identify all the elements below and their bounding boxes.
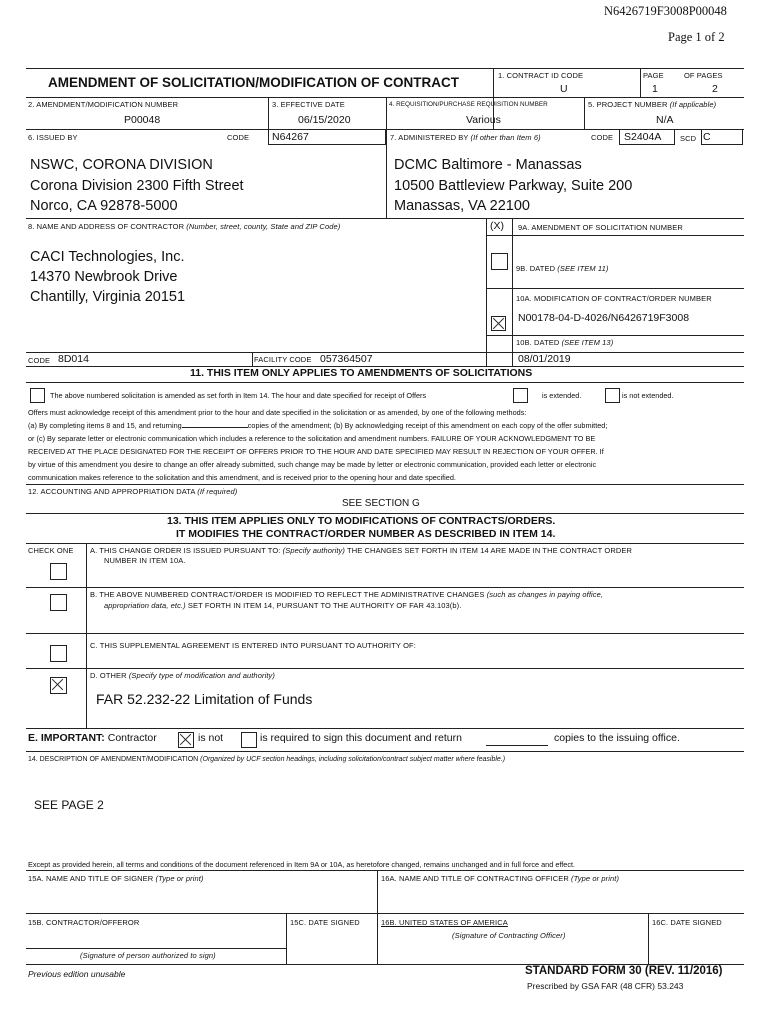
offers-line-6: communication makes reference to the solicitation and this amendment, and is received prior to the opening hour and date specified. (28, 473, 456, 482)
option-c-label: C. THIS SUPPLEMENTAL AGREEMENT IS ENTERED INTO PURSUANT TO AUTHORITY OF: (90, 641, 416, 650)
issued-by-line-3: Norco, CA 92878-5000 (30, 198, 178, 214)
option-b-line-2: appropriation data, etc.) SET FORTH IN ITEM 14, PURSUANT TO THE AUTHORITY OF FAR 43.103(b). (104, 601, 462, 610)
admin-code-label: CODE (591, 133, 614, 142)
facility-code-label: FACILITY CODE (254, 355, 312, 364)
of-pages-value: 2 (712, 83, 718, 95)
check-one-label: CHECK ONE (28, 546, 74, 555)
item-16a-label: 16A. NAME AND TITLE OF CONTRACTING OFFICER (Type or print) (381, 874, 620, 883)
item-16b-label: 16B. UNITED STATES OF AMERICA (381, 918, 508, 927)
item-10a-label: 10A. MODIFICATION OF CONTRACT/ORDER NUMBER (516, 294, 712, 303)
contractor-code-value: 8D014 (58, 353, 89, 365)
item-9-checkbox[interactable] (491, 253, 508, 270)
item-9b-label: 9B. DATED (SEE ITEM 11) (516, 264, 609, 273)
contractor-code-label: CODE (28, 356, 51, 365)
effective-date-label: 3. EFFECTIVE DATE (272, 100, 345, 109)
option-a-line-2: NUMBER IN ITEM 10A. (104, 556, 186, 565)
important-required-checkbox[interactable] (241, 732, 257, 748)
contractor-line-1: CACI Technologies, Inc. (30, 249, 185, 265)
item-10-checkbox[interactable] (491, 316, 506, 331)
item-12-value: SEE SECTION G (342, 498, 420, 509)
option-d-label: D. OTHER (Specify type of modification and authority) (90, 671, 275, 680)
is-not-extended-label: is not extended. (622, 391, 674, 400)
issued-code-value: N64267 (272, 131, 309, 143)
x-mark-label: (X) (490, 220, 504, 232)
item-15b-label: 15B. CONTRACTOR/OFFEROR (28, 918, 140, 927)
item-14-label: 14. DESCRIPTION OF AMENDMENT/MODIFICATION (Organized by UCF section headings, including solicitation/contract subject matter where feasible.) (28, 756, 506, 763)
contract-id-value: U (560, 83, 568, 95)
issued-by-line-1: NSWC, CORONA DIVISION (30, 157, 213, 173)
offers-line-2: (a) By completing items 8 and 15, and returning copies of the amendment; (b) By acknowledging receipt of this amendment on each copy of the offer submitted; (28, 421, 608, 430)
item-11-text: The above numbered solicitation is amended as set forth in Item 14. The hour and date specified for receipt of Offers (50, 391, 427, 400)
requisition-value: Various (466, 114, 501, 126)
is-extended-label: is extended. (542, 391, 582, 400)
amendment-number-label: 2. AMENDMENT/MODIFICATION NUMBER (28, 100, 179, 109)
admin-line-3: Manassas, VA 22100 (394, 198, 530, 214)
item-13-title-1: 13. THIS ITEM APPLIES ONLY TO MODIFICATIONS OF CONTRACTS/ORDERS. (167, 515, 556, 527)
project-number-label: 5. PROJECT NUMBER (If applicable) (588, 100, 717, 109)
issued-code-label: CODE (227, 133, 250, 142)
item-13-title-2: IT MODIFIES THE CONTRACT/ORDER NUMBER AS DESCRIBED IN ITEM 14. (176, 528, 556, 540)
item-16c-label: 16C. DATE SIGNED (652, 918, 722, 927)
option-c-checkbox[interactable] (50, 645, 67, 662)
item-10b-value: 08/01/2019 (518, 353, 571, 365)
signature-15-note: (Signature of person authorized to sign) (80, 951, 216, 960)
facility-code-value: 057364507 (320, 353, 373, 365)
signature-16-note: (Signature of Contracting Officer) (452, 931, 566, 940)
effective-date-value: 06/15/2020 (298, 114, 351, 126)
item-11-title: 11. THIS ITEM ONLY APPLIES TO AMENDMENTS OF SOLICITATIONS (190, 367, 533, 379)
admin-line-2: 10500 Battleview Parkway, Suite 200 (394, 178, 633, 194)
issued-by-label: 6. ISSUED BY (28, 133, 78, 142)
page-value: 1 (652, 83, 658, 95)
offers-line-4: RECEIVED AT THE PLACE DESIGNATED FOR THE RECEIPT OF OFFERS PRIOR TO THE HOUR AND DATE SPECIFIED MAY RESULT IN REJECTION OF YOUR OFFER. If (28, 447, 604, 456)
is-extended-checkbox[interactable] (513, 388, 528, 403)
offers-line-1: Offers must acknowledge receipt of this amendment prior to the hour and date specified in the solicitation or as amended, by one of the following methods: (28, 408, 527, 417)
important-is-not-checkbox[interactable] (178, 732, 194, 748)
offers-line-5: by virtue of this amendment you desire to change an offer already submitted, such change may be made by letter or electronic communication, provided each letter or electronic (28, 460, 597, 469)
item-9a-label: 9A. AMENDMENT OF SOLICITATION NUMBER (518, 223, 683, 232)
item-12-label: 12. ACCOUNTING AND APPROPRIATION DATA (If required) (28, 487, 238, 496)
item-10b-label: 10B. DATED (SEE ITEM 13) (516, 338, 614, 347)
scd-value: C (703, 131, 711, 143)
item-10a-value: N00178-04-D-4026/N6426719F3008 (518, 312, 690, 324)
amendment-number-value: P00048 (124, 114, 161, 126)
previous-edition-note: Previous edition unusable (28, 969, 126, 979)
item-15a-label: 15A. NAME AND TITLE OF SIGNER (Type or print) (28, 874, 204, 883)
scd-label: SCD (680, 134, 697, 143)
contractor-line-2: 14370 Newbrook Drive (30, 269, 178, 285)
important-required-label: is required to sign this document and return (260, 732, 462, 744)
option-d-checkbox[interactable] (50, 677, 67, 694)
option-a-line-1: A. THIS CHANGE ORDER IS ISSUED PURSUANT TO: (Specify authority) THE CHANGES SET FORTH IN ITEM 14 ARE MADE IN THE CONTRACT ORDER (90, 546, 632, 555)
important-label: E. IMPORTANT: Contractor (28, 732, 157, 744)
document-id: N6426719F3008P00048 (604, 4, 727, 18)
offers-line-3: or (c) By separate letter or electronic communication which includes a reference to the solicitation and amendment numbers. FAILURE OF YOUR ACKNOWLEDGMENT TO BE (28, 434, 596, 443)
contract-id-label: 1. CONTRACT ID CODE (498, 71, 584, 80)
important-copies-label: copies to the issuing office. (554, 732, 680, 744)
contractor-line-3: Chantilly, Virginia 20151 (30, 289, 186, 305)
page-label: PAGE (643, 71, 664, 80)
except-text: Except as provided herein, all terms and conditions of the document referenced in Item 9A or 10A, as heretofore changed, remains unchanged and in full force and effect. (28, 860, 576, 869)
page-indicator: Page 1 of 2 (668, 30, 725, 44)
important-is-not-label: is not (198, 732, 224, 744)
requisition-label: 4. REQUISITION/PURCHASE REQUISITION NUMBER (389, 101, 548, 108)
is-not-extended-checkbox[interactable] (605, 388, 620, 403)
project-number-value: N/A (656, 114, 674, 126)
issued-by-line-2: Corona Division 2300 Fifth Street (30, 178, 244, 194)
administered-by-label: 7. ADMINISTERED BY (If other than Item 6) (390, 133, 541, 142)
option-a-checkbox[interactable] (50, 563, 67, 580)
item-15c-label: 15C. DATE SIGNED (290, 918, 360, 927)
option-d-value: FAR 52.232-22 Limitation of Funds (96, 691, 313, 707)
form-name: STANDARD FORM 30 (REV. 11/2016) (525, 965, 723, 977)
option-b-checkbox[interactable] (50, 594, 67, 611)
item-11-checkbox[interactable] (30, 388, 45, 403)
form-title: AMENDMENT OF SOLICITATION/MODIFICATION OF CONTRACT (48, 75, 459, 90)
item-14-value: SEE PAGE 2 (34, 798, 104, 812)
of-pages-label: OF PAGES (684, 71, 723, 80)
option-b-line-1: B. THE ABOVE NUMBERED CONTRACT/ORDER IS MODIFIED TO REFLECT THE ADMINISTRATIVE CHANGES (such as changes in paying office, (90, 590, 604, 599)
contractor-label: 8. NAME AND ADDRESS OF CONTRACTOR (Number, street, county, State and ZIP Code) (28, 222, 341, 231)
prescribed-note: Prescribed by GSA FAR (48 CFR) 53.243 (527, 981, 684, 991)
admin-line-1: DCMC Baltimore - Manassas (394, 157, 582, 173)
admin-code-value: S2404A (624, 131, 662, 143)
